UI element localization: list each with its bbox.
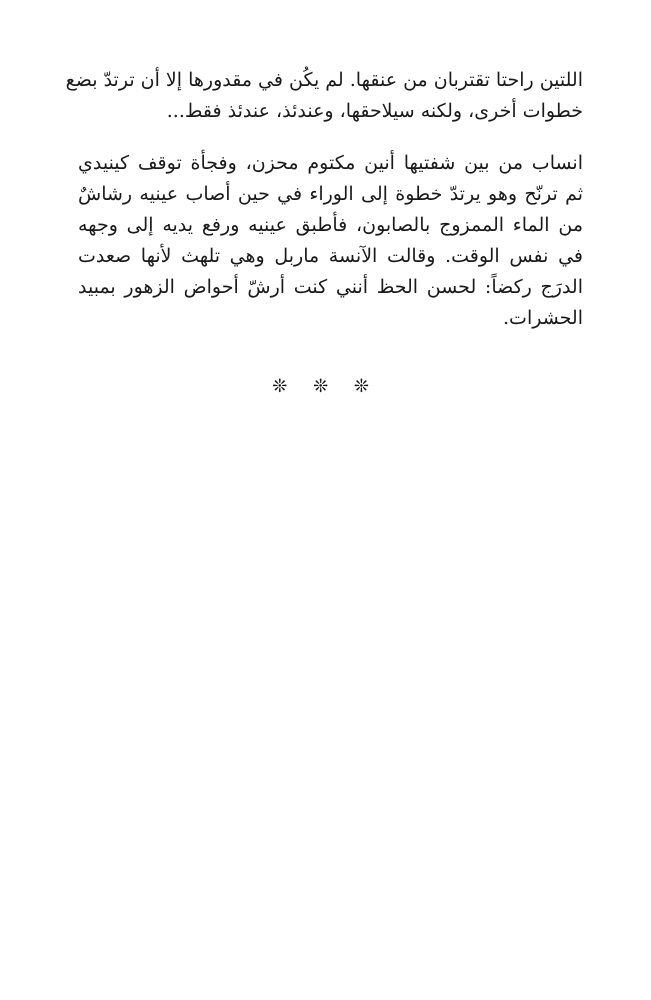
- section-separator: ❊ ❊ ❊: [272, 376, 379, 397]
- paragraph-2-line-5: الدرَج ركضاً: لحسن الحظ أنني كنت أرشّ أحواض الزهور بمبيد: [78, 276, 583, 298]
- paragraph-2-line-1: انساب من بين شفتيها أنين مكتوم محزن، وفجأة توقف كينيدي: [78, 152, 583, 174]
- paragraph-1: [65, 65, 583, 127]
- paragraph-2: [78, 148, 583, 334]
- paragraph-2-line-4: في نفس الوقت. وقالت الآنسة ماربل وهي تلهث لأنها صعدت: [78, 245, 583, 267]
- paragraph-2-line-3: من الماء الممزوج بالصابون، فأطبق عينيه ورفع يديه إلى وجهه: [78, 214, 583, 236]
- paragraph-2-line-2: ثم ترنّح وهو يرتدّ خطوة إلى الوراء في حين أصاب عينيه رشاشٌ: [78, 183, 583, 205]
- paragraph-1-line-1: اللتين راحتا تقتربان من عنقها. لم يكُن في مقدورها إلا أن ترتدّ بضع: [65, 69, 583, 91]
- paragraph-1-line-2: خطوات أخرى، ولكنه سيلاحقها، وعندئذ، عندئذ فقط...: [166, 100, 583, 122]
- paragraph-2-line-6: الحشرات.: [503, 307, 583, 329]
